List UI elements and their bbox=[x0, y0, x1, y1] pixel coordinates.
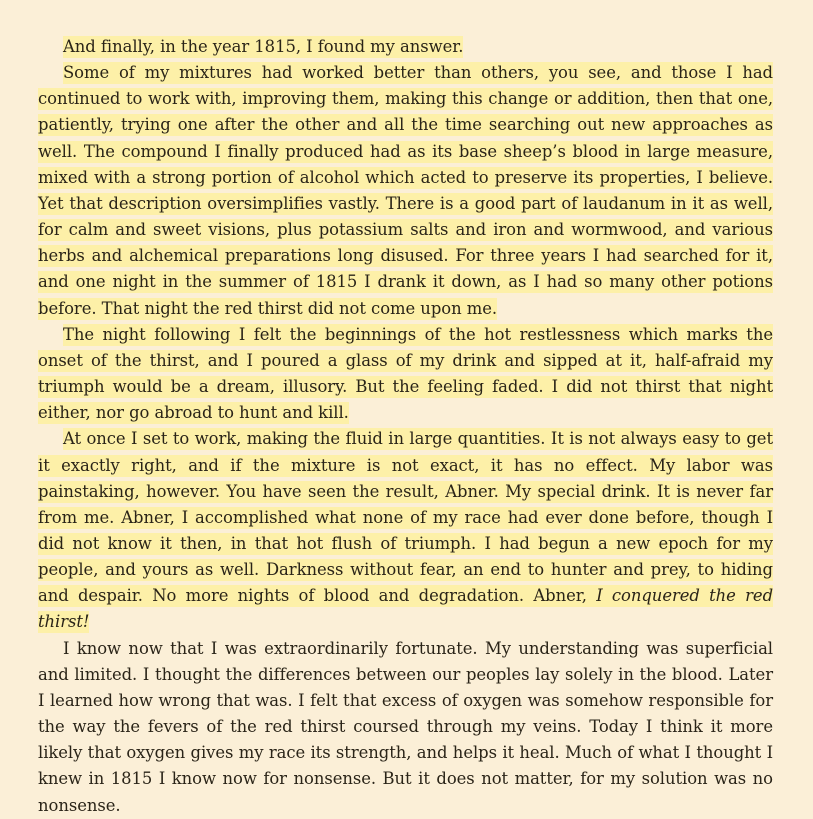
paragraph-text: At once I set to work, making the fluid in large quantities. It is not always easy to get it exactly right, and if the mixture is not exact, it has no effect. My labor was painstaking, however. You have seen the result, Abner. My special drink. It is never far from me. Abner, I accomplished what none of my race had ever done before, though I did not know it then, in that hot flush of triumph. I had begun a new epoch for my people, and yours as well. Darkness without fear, an end to hunter and prey, to hiding and despair. No more nights of blood and degradation. Abner, bbox=[38, 429, 773, 606]
paragraph-5[interactable] bbox=[38, 636, 773, 819]
paragraph-3[interactable] bbox=[38, 322, 773, 427]
paragraph-1[interactable] bbox=[38, 34, 773, 60]
highlighted-text[interactable]: And finally, in the year 1815, I found my answer. bbox=[63, 37, 464, 56]
highlighted-text[interactable]: Some of my mixtures had worked better than others, you see, and those I had continued to work with, improving them, making this change or addition, then that one, patiently, trying one after the other and all the time searching out new approaches as well. The compound I finally produced had as its base sheep’s blood in large measure, mixed with a strong portion of alcohol which acted to preserve its properties, I believe. Yet that description oversimplifies vastly. There is a good part of laudanum in it as well, for calm and sweet visions, plus potassium salts and iron and wormwood, and various herbs and alchemical preparations long disused. For three years I had searched for it, and one night in the summer of 1815 I drank it down, as I had so many other potions before. That night the red thirst did not come upon me. bbox=[38, 63, 773, 318]
emphasized-text: I conquered the red thirst! bbox=[38, 586, 774, 632]
paragraph-2[interactable] bbox=[38, 60, 773, 322]
paragraph-4[interactable] bbox=[38, 426, 773, 635]
highlighted-text[interactable]: The night following I felt the beginnings of the hot restlessness which marks the onset of the thirst, and I poured a glass of my drink and sipped at it, half-afraid my triumph would be a dream, illusory. But the feeling faded. I did not thirst that night either, nor go abroad to hunt and kill. bbox=[38, 324, 773, 423]
paragraph-text: I know now that I was extraordinarily fortunate. My understanding was superficial and limited. I thought the differences between our peoples lay solely in the blood. Later I learned how wrong that was. I felt that excess of oxygen was somehow responsible for the way the fevers of the red thirst coursed through my veins. Today I think it more likely that oxygen gives my race its strength, and helps it heal. Much of what I thought I knew in 1815 I know now for nonsense. But it does not matter, for my solution was no nonsense. bbox=[38, 638, 773, 815]
highlighted-text[interactable] bbox=[38, 428, 773, 633]
